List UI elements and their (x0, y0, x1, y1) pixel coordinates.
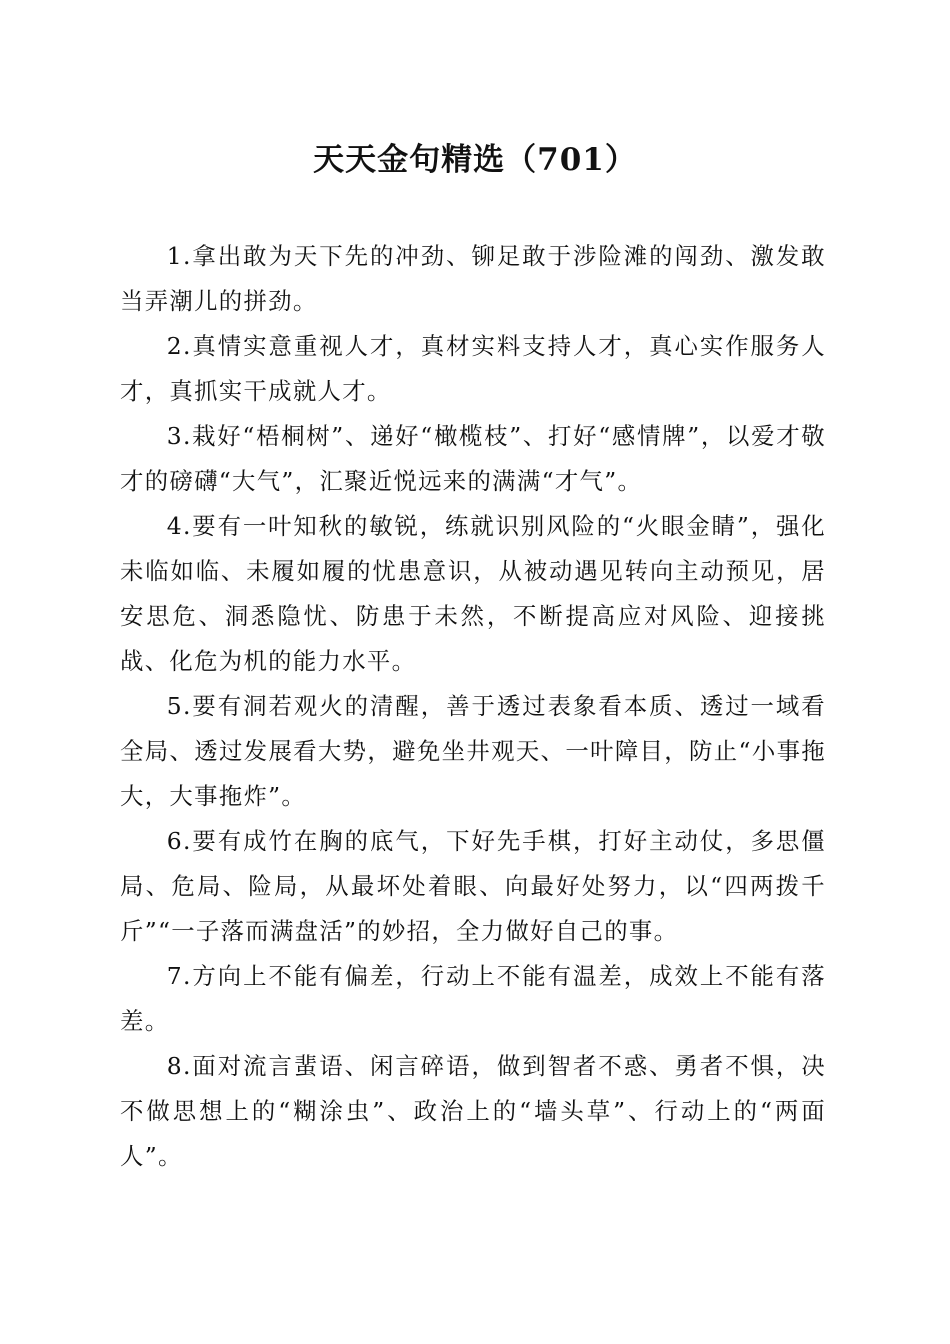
quote-item-6: 6.要有成竹在胸的底气，下好先手棋，打好主动仗，多思僵局、危局、险局，从最坏处着眼、向最好处努力，以“四两拨千斤”“一子落而满盘活”的妙招，全力做好自己的事。 (120, 827, 826, 945)
quote-item-2: 2.真情实意重视人才，真材实料支持人才，真心实作服务人才，真抓实干成就人才。 (120, 332, 826, 405)
quote-item-4: 4.要有一叶知秋的敏锐，练就识别风险的“火眼金睛”，强化未临如临、未履如履的忧患意识，从被动遇见转向主动预见，居安思危、洞悉隐忧、防患于未然，不断提高应对风险、迎接挑战、化危为机的能力水平。 (120, 512, 826, 675)
quote-list (120, 234, 826, 1179)
quote-item-7: 7.方向上不能有偏差，行动上不能有温差，成效上不能有落差。 (120, 962, 826, 1035)
page-title: 天天金句精选（701） (313, 142, 637, 178)
quote-item-8: 8.面对流言蜚语、闲言碎语，做到智者不惑、勇者不惧，决不做思想上的“糊涂虫”、政治上的“墙头草”、行动上的“两面人”。 (120, 1052, 826, 1170)
quote-item-5: 5.要有洞若观火的清醒，善于透过表象看本质、透过一域看全局、透过发展看大势，避免坐井观天、一叶障目，防止“小事拖大，大事拖炸”。 (120, 692, 826, 810)
quote-item-1: 1.拿出敢为天下先的冲劲、铆足敢于涉险滩的闯劲、激发敢当弄潮儿的拼劲。 (120, 242, 826, 315)
quote-item-3: 3.栽好“梧桐树”、递好“橄榄枝”、打好“感情牌”，以爱才敬才的磅礴“大气”，汇聚近悦远来的满满“才气”。 (120, 422, 826, 495)
